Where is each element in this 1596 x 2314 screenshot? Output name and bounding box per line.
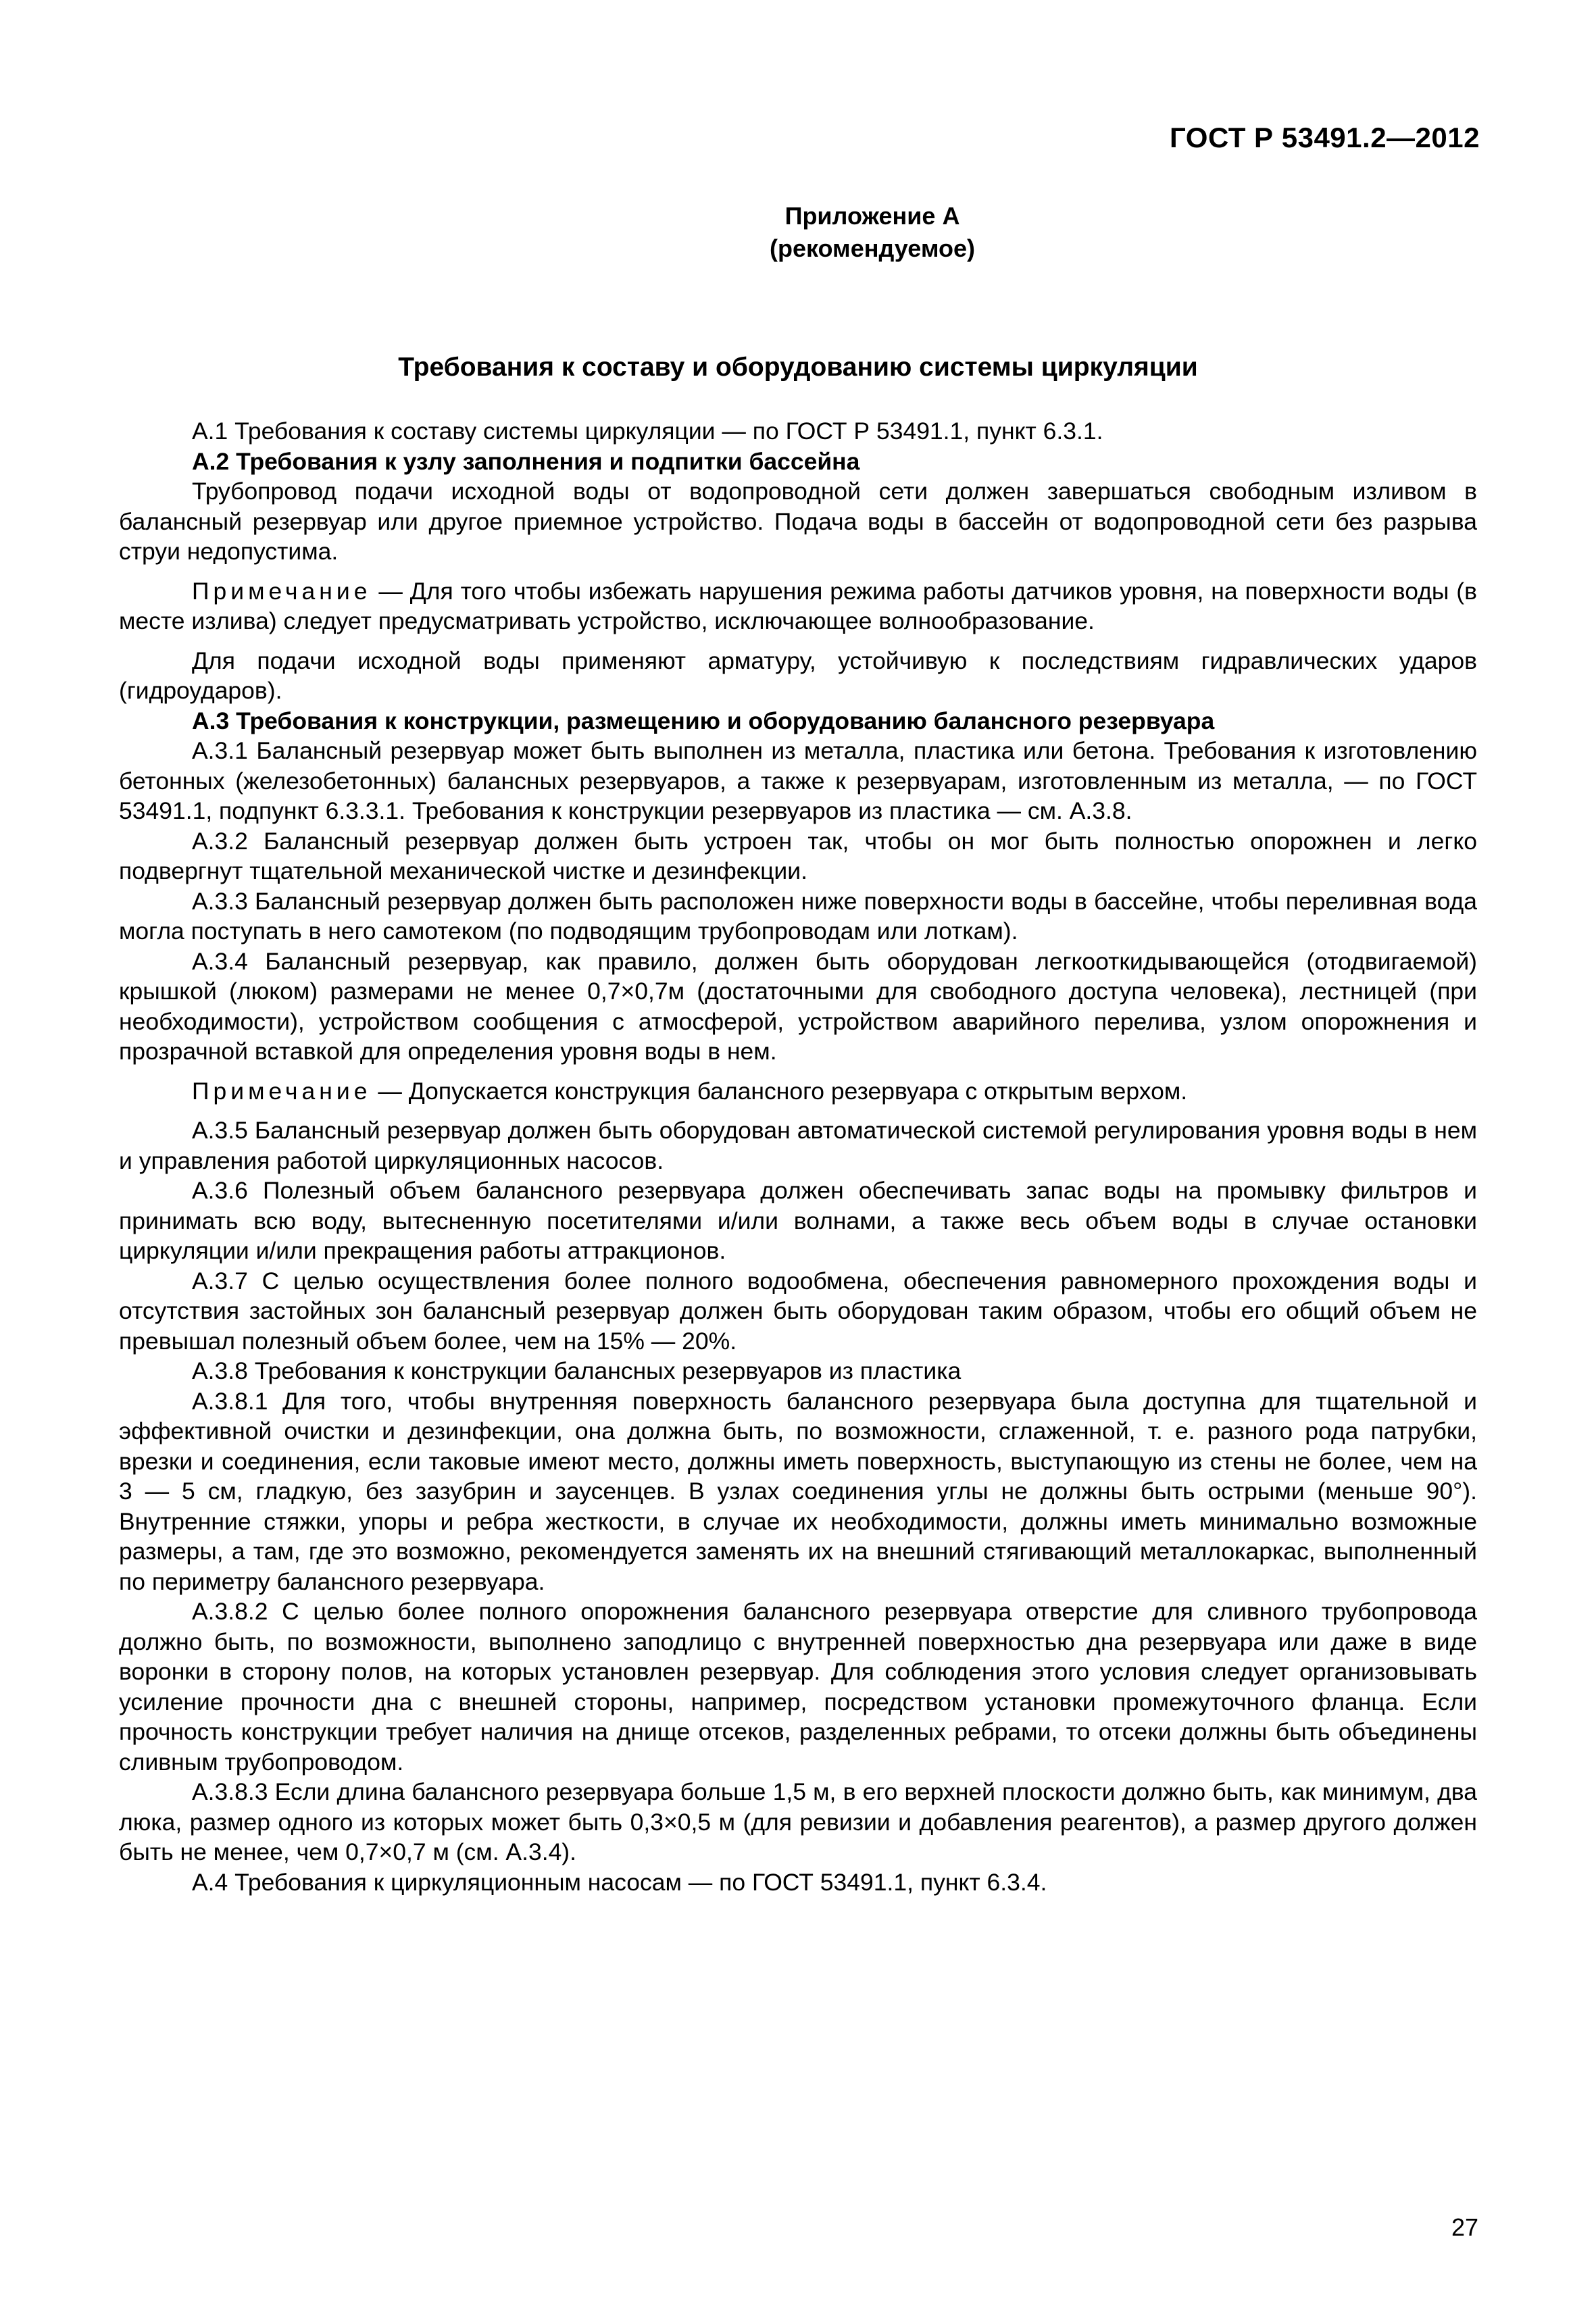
paragraph-a3-7: А.3.7 С целью осуществления более полного водообмена, обеспечения равномерного прохождения воды и отсутствия застойных зон балансный резервуар должен быть оборудован таким образом, чтобы его общий объем не превышал полезный объем более, чем на 15% — 20%. bbox=[119, 1267, 1477, 1355]
paragraph-a2: Трубопровод подачи исходной воды от водопроводной сети должен завершаться свободным изливом в балансный резервуар или другое приемное устройство. Подача воды в бассейн от водопроводной сети без разрыва струи недопустима. bbox=[119, 478, 1477, 565]
paragraph-a1: А.1 Требования к составу системы циркуляции — по ГОСТ Р 53491.1, пункт 6.3.1. bbox=[192, 418, 1103, 445]
paragraph-a3-8: А.3.8 Требования к конструкции балансных резервуаров из пластика bbox=[192, 1357, 962, 1384]
note-label: Примечание bbox=[192, 577, 372, 605]
paragraph-a3-2: А.3.2 Балансный резервуар должен быть устроен так, чтобы он мог быть полностью опорожнен и легко подвергнут тщательной механической чистке и дезинфекции. bbox=[119, 827, 1477, 884]
paragraph-a3-1: А.3.1 Балансный резервуар может быть выполнен из металла, пластика или бетона. Требования к изготовлению бетонных (железобетонных) балансных резервуаров, а также к резервуарам, изготовленным из металла, — по ГОСТ 53491.1, подпункт 6.3.3.1. Требования к конструкции резервуаров из пластика — см. А.3.8. bbox=[119, 737, 1477, 824]
paragraph-a3-5: А.3.5 Балансный резервуар должен быть оборудован автоматической системой регулирования уровня воды в нем и управления работой циркуляционных насосов. bbox=[119, 1117, 1477, 1174]
page-number: 27 bbox=[1451, 2213, 1478, 2241]
paragraph-a3-4: А.3.4 Балансный резервуар, как правило, должен быть оборудован легкооткидывающейся (отодвигаемой) крышкой (люком) размерами не менее 0,7×0,7м (достаточными для свободного доступа человека), лестницей (при необходимости), устройством сообщения с атмосферой, устройством аварийного перелива, узлом опорожнения и прозрачной вставкой для определения уровня воды в нем. bbox=[119, 947, 1477, 1065]
paragraph-a4: А.4 Требования к циркуляционным насосам — по ГОСТ 53491.1, пункт 6.3.4. bbox=[192, 1868, 1047, 1896]
paragraph-a3-3: А.3.3 Балансный резервуар должен быть расположен ниже поверхности воды в бассейне, чтобы переливная вода могла поступать в него самотеком (по подводящим трубопроводам или лоткам). bbox=[119, 887, 1477, 945]
note-text: — Для того чтобы избежать нарушения режима работы датчиков уровня, на поверхности воды (в месте излива) следует предусматривать устройство, исключающее волнообразование. bbox=[119, 577, 1477, 634]
note-2 bbox=[119, 1076, 1477, 1107]
note-1 bbox=[119, 576, 1477, 636]
paragraph-a3-6: А.3.6 Полезный объем балансного резервуара должен обеспечивать запас воды на промывку фильтров и принимать всю воду, вытесненную посетителями и/или волнами, а также весь объем воды в случае остановки циркуляции и/или прекращения работы аттракционов. bbox=[119, 1177, 1477, 1264]
appendix-label: Приложение А bbox=[784, 202, 960, 230]
paragraph-a3-8-3: А.3.8.3 Если длина балансного резервуара больше 1,5 м, в его верхней плоскости должно быть, как минимум, два люка, размер одного из которых может быть 0,3×0,5 м (для ревизии и добавления реагентов), а размер другого должен быть не менее, чем 0,7×0,7 м (см. А.3.4). bbox=[119, 1778, 1477, 1865]
paragraph-a3-8-1: А.3.8.1 Для того, чтобы внутренняя поверхность балансного резервуара была доступна для тщательной и эффективной очистки и дезинфекции, она должна быть, по возможности, сглаженной, т. е. разного рода патрубки, врезки и соединения, если таковые имеют место, должны иметь поверхность, выступающую из стены не более, чем на 3 — 5 см, гладкую, без зазубрин и заусенцев. В узлах соединения углы не должны быть острыми (меньше 90°). Внутренние стяжки, упоры и ребра жесткости, в случае их необходимости, должны иметь минимально возможные размеры, а там, где это возможно, рекомендуется заменять их на внешний стягивающий металлокаркас, выполненный по периметру балансного резервуара. bbox=[119, 1387, 1477, 1595]
section-title: Требования к составу и оборудованию системы циркуляции bbox=[398, 353, 1198, 382]
note-label: Примечание bbox=[192, 1077, 372, 1105]
paragraph-a2-fittings: Для подачи исходной воды применяют арматуру, устойчивую к последствиям гидравлических ударов (гидроударов). bbox=[119, 647, 1477, 704]
appendix-status: (рекомендуемое) bbox=[770, 234, 975, 262]
heading-a3: А.3 Требования к конструкции, размещению и оборудованию балансного резервуара bbox=[192, 707, 1215, 734]
heading-a2: А.2 Требования к узлу заполнения и подпитки бассейна bbox=[192, 447, 860, 475]
document-body bbox=[119, 416, 1477, 1897]
paragraph-a3-8-2: А.3.8.2 С целью более полного опорожнения балансного резервуара отверстие для сливного трубопровода должно быть, по возможности, выполнено заподлицо с внутренней поверхностью дна резервуара или даже в виде воронки в сторону полов, на которых установлен резервуар. Для соблюдения этого условия следует организовывать усиление прочности дна с внешней стороны, например, посредством установки промежуточного фланца. Если прочность конструкции требует наличия на днище отсеков, разделенных ребрами, то отсеки должны быть объединены сливным трубопроводом. bbox=[119, 1598, 1477, 1776]
appendix-heading bbox=[0, 200, 1596, 265]
document-standard-id: ГОСТ Р 53491.2—2012 bbox=[1170, 122, 1480, 153]
note-text: — Допускается конструкция балансного резервуара с открытым верхом. bbox=[378, 1077, 1188, 1105]
